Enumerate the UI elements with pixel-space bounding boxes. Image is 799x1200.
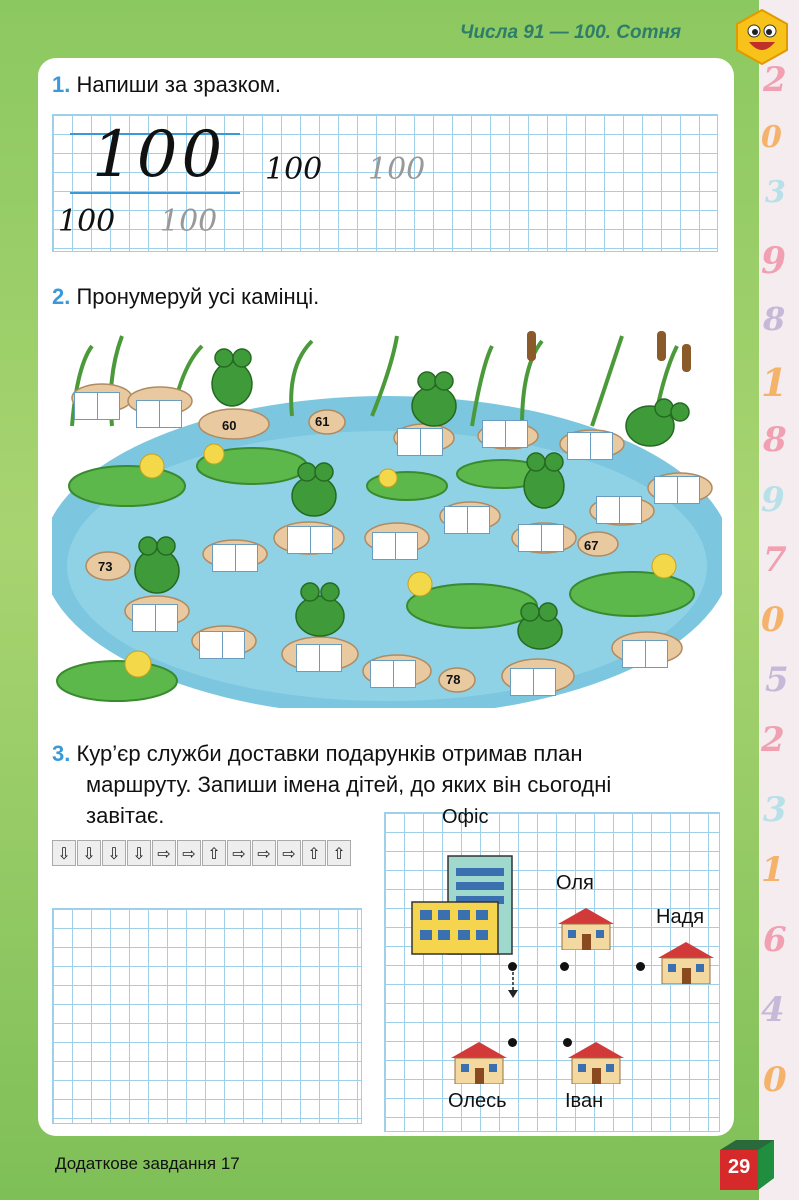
stone-number-box[interactable] bbox=[518, 524, 564, 552]
arrow-right-icon: ⇨ bbox=[227, 840, 251, 866]
task-2-heading bbox=[52, 284, 319, 310]
map-point bbox=[636, 962, 645, 971]
sample-number: 100 bbox=[92, 118, 227, 192]
oles-label: Олесь bbox=[448, 1090, 507, 1112]
stone-number-box[interactable] bbox=[397, 428, 443, 456]
stone-number-box[interactable] bbox=[654, 476, 700, 504]
stone-number-label: 60 bbox=[222, 418, 237, 433]
map-point bbox=[563, 1038, 572, 1047]
task-number: 2. bbox=[52, 284, 71, 309]
house-icon-olya bbox=[556, 906, 616, 950]
stone-number-box[interactable] bbox=[510, 668, 556, 696]
house-icon-oles bbox=[449, 1040, 509, 1084]
stone-number-label: 61 bbox=[315, 414, 330, 429]
arrow-down-icon: ⇩ bbox=[102, 840, 126, 866]
stone-number-label: 67 bbox=[584, 538, 599, 553]
stone-number-box[interactable] bbox=[199, 631, 245, 659]
task-text-line: Кур’єр служби доставки подарунків отримав план bbox=[76, 741, 583, 766]
decorative-digits-strip: 2 0 3 9 8 1 8 9 7 0 5 2 3 1 6 4 0 bbox=[759, 0, 799, 1200]
house-icon-ivan bbox=[566, 1040, 626, 1084]
stone-number-box[interactable] bbox=[287, 526, 333, 554]
practice-number-dotted: 100 bbox=[160, 204, 218, 239]
stone-number-box[interactable] bbox=[596, 496, 642, 524]
office-building-icon bbox=[410, 850, 514, 956]
task-text-line: завітає. bbox=[86, 803, 165, 828]
task-text-line: маршруту. Запиши імена дітей, до яких він сьогодні bbox=[86, 772, 612, 797]
arrow-down-icon: ⇩ bbox=[127, 840, 151, 866]
stone-number-box[interactable] bbox=[482, 420, 528, 448]
arrow-right-icon: ⇨ bbox=[152, 840, 176, 866]
stone-number-box[interactable] bbox=[212, 544, 258, 572]
section-title: Числа 91 — 100. Сотня bbox=[460, 22, 682, 43]
stone-number-box[interactable] bbox=[372, 532, 418, 560]
arrow-right-icon: ⇨ bbox=[277, 840, 301, 866]
map-point bbox=[508, 1038, 517, 1047]
arrow-up-icon: ⇧ bbox=[327, 840, 351, 866]
route-arrows bbox=[52, 840, 351, 866]
task-text: Напиши за зразком. bbox=[76, 72, 282, 97]
arrow-down-icon: ⇩ bbox=[77, 840, 101, 866]
frog-pond-illustration bbox=[52, 326, 722, 708]
stone-number-box[interactable] bbox=[370, 660, 416, 688]
ivan-label: Іван bbox=[565, 1090, 604, 1112]
task-1-heading bbox=[52, 72, 281, 98]
practice-number: 100 bbox=[58, 204, 116, 239]
stone-number-box[interactable] bbox=[74, 392, 120, 420]
nadya-label: Надя bbox=[656, 906, 705, 928]
task-number: 3. bbox=[52, 741, 71, 766]
map-point bbox=[560, 962, 569, 971]
stone-number-box[interactable] bbox=[136, 400, 182, 428]
extra-task-reference: Додаткове завдання 17 bbox=[55, 1154, 240, 1173]
olya-label: Оля bbox=[556, 872, 594, 894]
stone-number-box[interactable] bbox=[132, 604, 178, 632]
map-point bbox=[508, 962, 517, 971]
task-text: Пронумеруй усі камінці. bbox=[76, 284, 320, 309]
smiley-mascot-icon bbox=[733, 8, 791, 66]
arrow-right-icon: ⇨ bbox=[252, 840, 276, 866]
office-label: Офіс bbox=[442, 806, 489, 828]
arrow-down-icon: ⇩ bbox=[52, 840, 76, 866]
stone-number-box[interactable] bbox=[567, 432, 613, 460]
stone-number-box[interactable] bbox=[444, 506, 490, 534]
answer-writing-grid[interactable] bbox=[52, 908, 362, 1124]
arrow-up-icon: ⇧ bbox=[202, 840, 226, 866]
stone-number-label: 73 bbox=[98, 559, 113, 574]
practice-number-dotted: 100 bbox=[368, 152, 426, 187]
arrow-up-icon: ⇧ bbox=[302, 840, 326, 866]
house-icon-nadya bbox=[656, 940, 716, 984]
stone-number-box[interactable] bbox=[296, 644, 342, 672]
arrow-right-icon: ⇨ bbox=[177, 840, 201, 866]
stone-number-label: 78 bbox=[446, 672, 461, 687]
start-arrow-down-icon bbox=[507, 972, 519, 998]
page-number: 29 bbox=[728, 1156, 751, 1178]
task-number: 1. bbox=[52, 72, 71, 97]
stone-number-box[interactable] bbox=[622, 640, 668, 668]
practice-number: 100 bbox=[265, 152, 323, 187]
